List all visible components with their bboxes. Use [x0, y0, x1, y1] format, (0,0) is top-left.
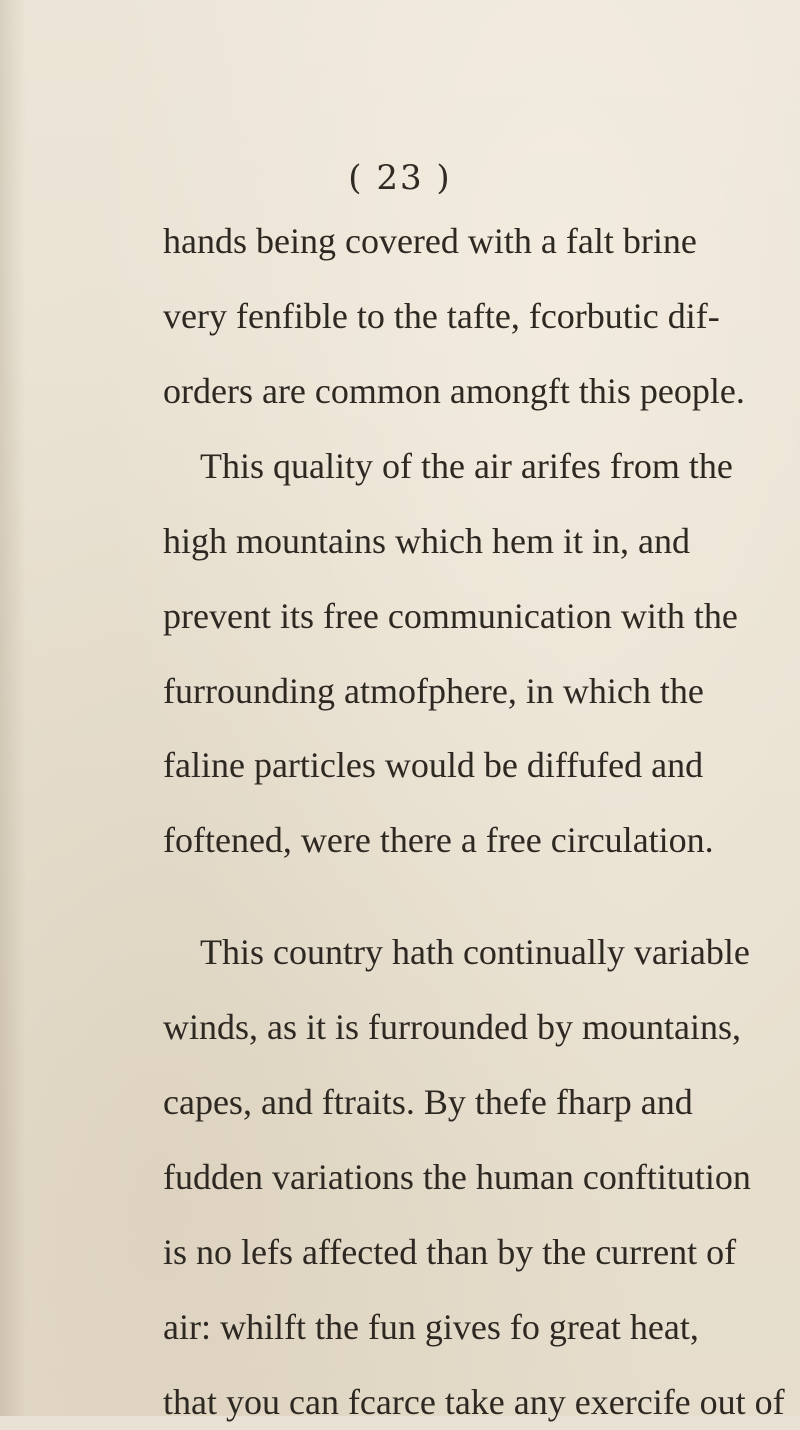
text-line: faline particles would be diffufed and: [163, 745, 704, 785]
page-number: ( 23 ): [348, 158, 452, 198]
text-line: very fenfible to the tafte, fcorbutic dif-: [163, 296, 720, 336]
text-line: capes, and ftraits. By thefe fharp and: [163, 1082, 693, 1122]
text-line: winds, as it is furrounded by mountains,: [163, 1007, 741, 1047]
text-line: prevent its free communication with the: [163, 596, 738, 636]
text-line: orders are common amongft this people.: [163, 371, 745, 411]
text-line: This quality of the air arifes from the: [200, 446, 733, 486]
text-line: fudden variations the human conftitution: [163, 1157, 751, 1197]
text-line: furrounding atmofphere, in which the: [163, 671, 704, 711]
text-line: foftened, were there a free circulation.: [163, 820, 714, 860]
text-line: air: whilft the fun gives fo great heat,: [163, 1307, 699, 1347]
text-line: that you can fcarce take any exercife out of: [163, 1382, 785, 1422]
text-line: is no lefs affected than by the current of: [163, 1232, 737, 1272]
text-line: high mountains which hem it in, and: [163, 521, 690, 561]
page-gutter-shadow: [0, 0, 26, 1416]
text-line: This country hath continually variable: [200, 932, 750, 972]
text-line: hands being covered with a falt brine: [163, 221, 697, 261]
